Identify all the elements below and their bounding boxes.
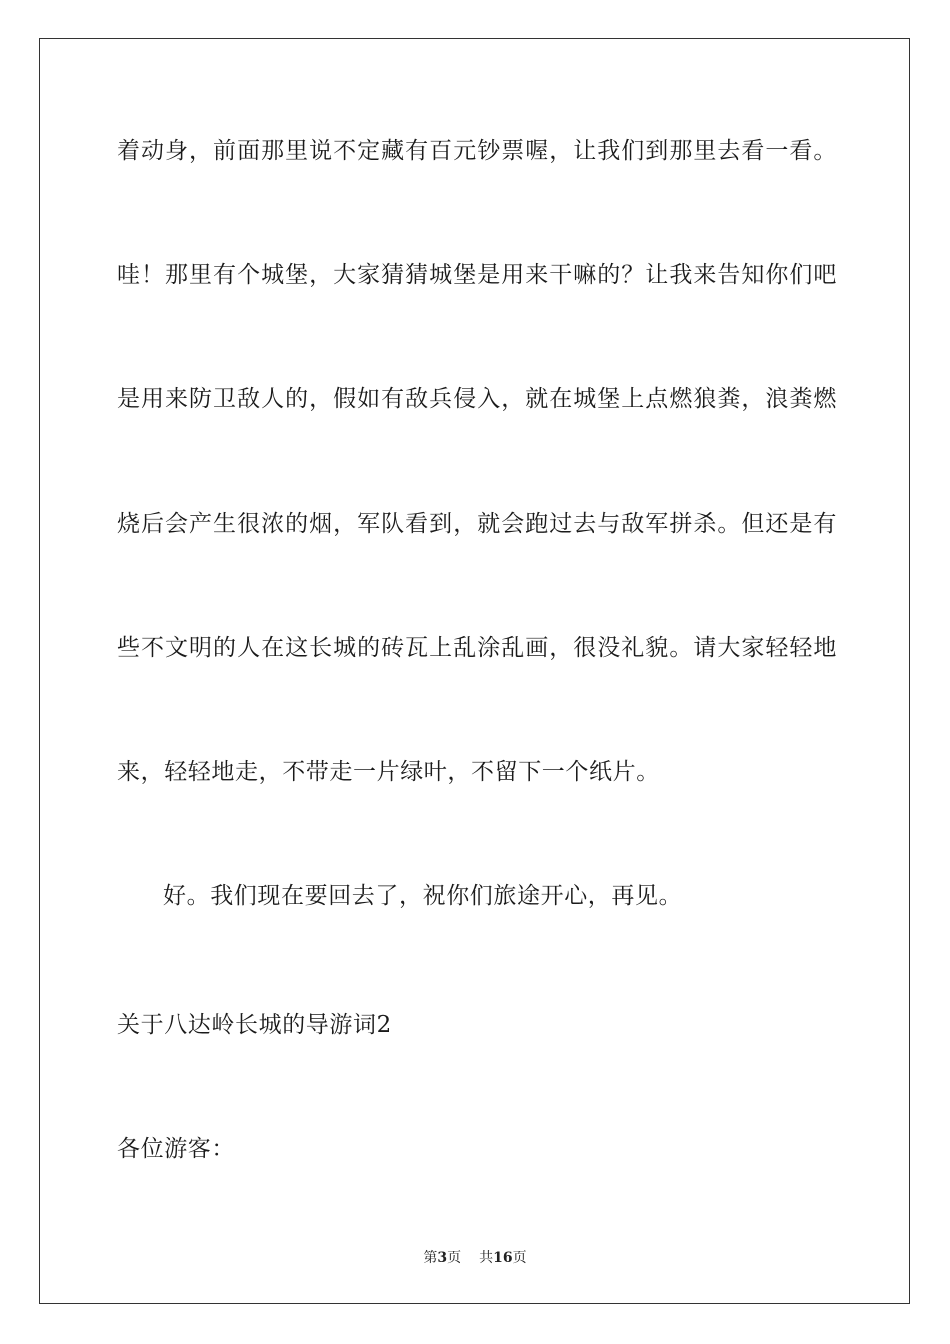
section-heading: 关于八达岭长城的导游词2 bbox=[117, 1012, 392, 1038]
page-suffix: 页 bbox=[447, 1250, 462, 1266]
body-line-6: 来，轻轻地走，不带走一片绿叶，不留下一个纸片。 bbox=[117, 759, 660, 785]
total-suffix: 页 bbox=[512, 1250, 527, 1266]
closing-line: 好。我们现在要回去了，祝你们旅途开心，再见。 bbox=[163, 883, 683, 909]
body-line-5: 些不文明的人在这长城的砖瓦上乱涂乱画，很没礼貌。请大家轻轻地 bbox=[117, 635, 837, 661]
greeting-line: 各位游客： bbox=[117, 1136, 235, 1162]
page-border bbox=[39, 38, 910, 1304]
body-line-4: 烧后会产生很浓的烟，军队看到，就会跑过去与敌军拼杀。但还是有 bbox=[117, 511, 837, 537]
body-line-1: 着动身，前面那里说不定藏有百元钞票喔，让我们到那里去看一看。 bbox=[117, 138, 837, 164]
page-number: 3 bbox=[437, 1250, 448, 1266]
page-prefix: 第 bbox=[423, 1250, 438, 1266]
total-prefix: 共 bbox=[479, 1250, 494, 1266]
page-footer bbox=[0, 1248, 950, 1268]
body-line-3: 是用来防卫敌人的，假如有敌兵侵入，就在城堡上点燃狼粪，浪粪燃 bbox=[117, 386, 837, 412]
total-pages: 16 bbox=[493, 1250, 513, 1266]
body-line-2: 哇！那里有个城堡，大家猜猜城堡是用来干嘛的？让我来告知你们吧 bbox=[117, 262, 837, 288]
